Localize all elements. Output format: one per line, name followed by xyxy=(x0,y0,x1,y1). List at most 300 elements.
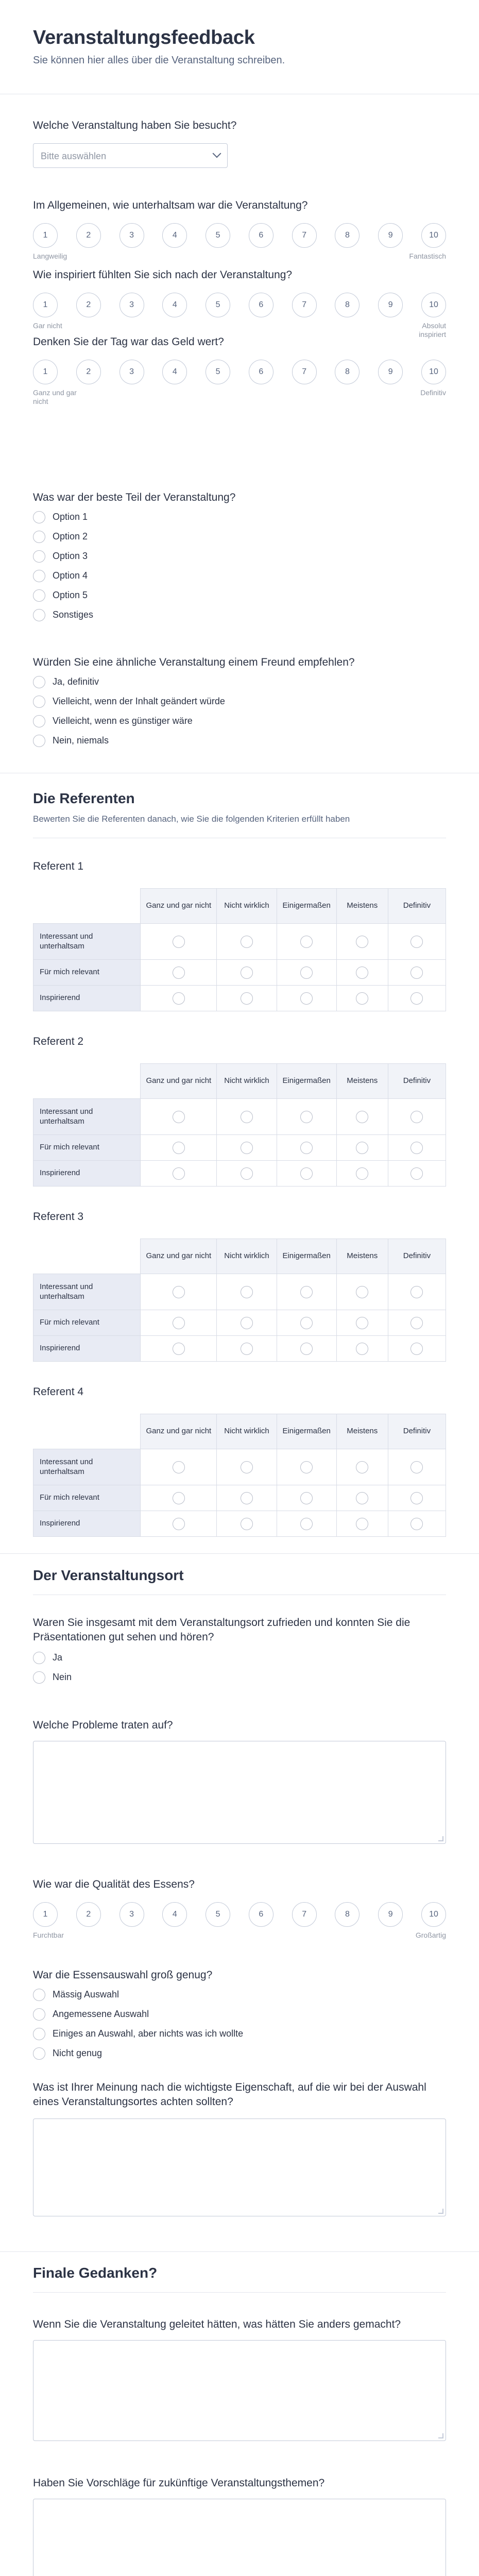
radio-option[interactable] xyxy=(33,1670,424,1686)
matrix-cell[interactable] xyxy=(217,986,277,1011)
speaker-block xyxy=(33,860,446,1010)
matrix-row xyxy=(33,1161,446,1187)
radio-label: Option 2 xyxy=(53,531,88,541)
matrix-row xyxy=(33,1485,446,1511)
radio-circle-icon[interactable] xyxy=(410,936,423,948)
radio-circle-icon[interactable] xyxy=(356,1461,368,1473)
matrix-cell[interactable] xyxy=(388,1449,446,1485)
scale-option-1[interactable]: 1 xyxy=(33,360,58,384)
scale-option-5[interactable]: 5 xyxy=(206,223,230,248)
question-problems xyxy=(33,1718,446,1852)
radio-circle-icon[interactable] xyxy=(241,1492,253,1504)
matrix-cell[interactable] xyxy=(388,1336,446,1362)
radio-circle-icon[interactable] xyxy=(33,609,45,621)
section-title: Die Referenten xyxy=(33,790,135,806)
radio-circle-icon[interactable] xyxy=(300,1317,313,1329)
radio-circle-icon[interactable] xyxy=(173,992,185,1005)
radio-circle-icon[interactable] xyxy=(33,1989,45,2001)
matrix-cell[interactable] xyxy=(141,960,217,986)
matrix-cell[interactable] xyxy=(388,1099,446,1135)
radio-label: Option 1 xyxy=(53,512,88,522)
scale-option-6[interactable]: 6 xyxy=(249,293,273,317)
scale-option-2[interactable]: 2 xyxy=(76,360,101,384)
radio-option[interactable] xyxy=(33,714,424,730)
matrix-column-header: Meistens xyxy=(336,1064,388,1099)
radio-circle-icon[interactable] xyxy=(33,589,45,602)
radio-circle-icon[interactable] xyxy=(241,1167,253,1180)
scale-option-5[interactable]: 5 xyxy=(206,293,230,317)
scale-option-7[interactable]: 7 xyxy=(292,223,317,248)
radio-circle-icon[interactable] xyxy=(300,936,313,948)
radio-circle-icon[interactable] xyxy=(173,1518,185,1530)
radio-label: Option 4 xyxy=(53,570,88,581)
matrix-cell[interactable] xyxy=(336,1161,388,1187)
matrix-cell[interactable] xyxy=(336,1274,388,1310)
select-placeholder: Bitte auswählen xyxy=(41,151,107,161)
radio-label: Option 3 xyxy=(53,551,88,561)
radio-circle-icon[interactable] xyxy=(356,992,368,1005)
matrix-column-header: Einigermaßen xyxy=(277,1414,336,1449)
radio-label: Nein xyxy=(53,1672,72,1682)
radio-circle-icon[interactable] xyxy=(241,1343,253,1355)
matrix-row-label: Interessant und unterhaltsam xyxy=(33,1449,141,1485)
important-textarea[interactable] xyxy=(33,2119,446,2216)
radio-circle-icon[interactable] xyxy=(33,570,45,582)
radio-circle-icon[interactable] xyxy=(33,715,45,727)
radio-circle-icon[interactable] xyxy=(356,967,368,979)
scale-option-10[interactable]: 10 xyxy=(421,223,446,248)
radio-circle-icon[interactable] xyxy=(241,967,253,979)
scale-high-label: Großartig xyxy=(415,1931,446,1939)
matrix-cell[interactable] xyxy=(217,1135,277,1161)
matrix-cell[interactable] xyxy=(217,924,277,960)
radio-label: Ja xyxy=(53,1652,63,1663)
radio-circle-icon[interactable] xyxy=(410,1111,423,1123)
worth-scale xyxy=(33,360,446,411)
matrix-row xyxy=(33,1336,446,1362)
matrix-column-header: Definitiv xyxy=(388,1414,446,1449)
matrix-cell[interactable] xyxy=(277,1274,336,1310)
radio-option[interactable] xyxy=(33,549,424,565)
scale-option-5[interactable]: 5 xyxy=(206,360,230,384)
matrix-cell[interactable] xyxy=(277,986,336,1011)
matrix-row-label: Inspirierend xyxy=(33,1336,141,1362)
question-label: Was ist Ihrer Meinung nach die wichtigste Eigenschaft, auf die wir bei der Auswahl eines Veranstaltungsortes achten sollten? xyxy=(33,2081,426,2108)
matrix-column-header: Einigermaßen xyxy=(277,1064,336,1099)
scale-option-8[interactable]: 8 xyxy=(335,1902,360,1927)
radio-circle-icon[interactable] xyxy=(356,1518,368,1530)
radio-circle-icon[interactable] xyxy=(173,967,185,979)
radio-option[interactable] xyxy=(33,1988,424,2003)
scale-option-2[interactable]: 2 xyxy=(76,1902,101,1927)
radio-circle-icon[interactable] xyxy=(410,1317,423,1329)
radio-circle-icon[interactable] xyxy=(356,1286,368,1298)
matrix-cell[interactable] xyxy=(217,1511,277,1537)
radio-circle-icon[interactable] xyxy=(33,676,45,688)
matrix-cell[interactable] xyxy=(217,1099,277,1135)
rating-matrix xyxy=(33,888,446,1011)
matrix-cell[interactable] xyxy=(388,1511,446,1537)
radio-circle-icon[interactable] xyxy=(241,1461,253,1473)
matrix-cell[interactable] xyxy=(277,1511,336,1537)
radio-circle-icon[interactable] xyxy=(33,550,45,563)
matrix-row xyxy=(33,1511,446,1537)
radio-label: Vielleicht, wenn der Inhalt geändert würde xyxy=(53,696,225,706)
scale-option-8[interactable]: 8 xyxy=(335,223,360,248)
matrix-column-header: Nicht wirklich xyxy=(217,1064,277,1099)
radio-circle-icon[interactable] xyxy=(356,936,368,948)
matrix-corner xyxy=(33,1414,141,1449)
scale-low-label: Gar nicht xyxy=(33,321,62,330)
scale-high-label: Definitiv xyxy=(420,388,446,397)
question-label: Welche Probleme traten auf? xyxy=(33,1719,173,1731)
radio-circle-icon[interactable] xyxy=(410,1461,423,1473)
matrix-cell[interactable] xyxy=(141,1161,217,1187)
scale-low-label: Ganz und gar nicht xyxy=(33,388,77,405)
scale-option-7[interactable]: 7 xyxy=(292,360,317,384)
radio-option[interactable] xyxy=(33,569,424,584)
speaker-title: Referent 3 xyxy=(33,1211,84,1223)
scale-option-1[interactable]: 1 xyxy=(33,1902,58,1927)
section-title: Finale Gedanken? xyxy=(33,2265,158,2281)
matrix-column-header: Definitiv xyxy=(388,1239,446,1274)
radio-option[interactable] xyxy=(33,608,424,623)
matrix-cell[interactable] xyxy=(277,924,336,960)
radio-option[interactable] xyxy=(33,2007,424,2023)
radio-option[interactable] xyxy=(33,530,424,545)
differently-textarea[interactable] xyxy=(33,2340,446,2441)
radio-circle-icon[interactable] xyxy=(410,1343,423,1355)
scale-option-9[interactable]: 9 xyxy=(378,1902,403,1927)
event-select[interactable] xyxy=(33,143,228,168)
speaker-block xyxy=(33,1386,446,1535)
matrix-column-header: Definitiv xyxy=(388,889,446,924)
radio-option[interactable] xyxy=(33,694,424,710)
matrix-column-header: Ganz und gar nicht xyxy=(141,1414,217,1449)
scale-option-1[interactable]: 1 xyxy=(33,293,58,317)
radio-circle-icon[interactable] xyxy=(33,696,45,708)
radio-circle-icon[interactable] xyxy=(173,1317,185,1329)
radio-option[interactable] xyxy=(33,2046,424,2062)
radio-label: Nein, niemals xyxy=(53,735,109,745)
matrix-row-label: Inspirierend xyxy=(33,986,141,1011)
matrix-cell[interactable] xyxy=(388,924,446,960)
scale-option-3[interactable]: 3 xyxy=(119,1902,144,1927)
radio-circle-icon[interactable] xyxy=(410,1286,423,1298)
radio-circle-icon[interactable] xyxy=(300,1286,313,1298)
radio-circle-icon[interactable] xyxy=(356,1167,368,1180)
matrix-cell[interactable] xyxy=(141,1336,217,1362)
matrix-cell[interactable] xyxy=(217,1310,277,1336)
scale-low-label: Langweilig xyxy=(33,252,67,260)
radio-circle-icon[interactable] xyxy=(241,1518,253,1530)
scale-option-6[interactable]: 6 xyxy=(249,360,273,384)
matrix-cell[interactable] xyxy=(277,1310,336,1336)
matrix-cell[interactable] xyxy=(336,960,388,986)
matrix-cell[interactable] xyxy=(141,1449,217,1485)
scale-option-4[interactable]: 4 xyxy=(162,223,187,248)
question-differently xyxy=(33,2317,446,2451)
chevron-down-icon xyxy=(213,149,221,158)
radio-circle-icon[interactable] xyxy=(33,2047,45,2060)
scale-option-7[interactable]: 7 xyxy=(292,1902,317,1927)
radio-circle-icon[interactable] xyxy=(300,1492,313,1504)
radio-circle-icon[interactable] xyxy=(410,1492,423,1504)
radio-circle-icon[interactable] xyxy=(241,992,253,1005)
matrix-cell[interactable] xyxy=(277,1485,336,1511)
question-venue-satisfied xyxy=(33,1616,446,1693)
question-label: Wenn Sie die Veranstaltung geleitet hätten, was hätten Sie anders gemacht? xyxy=(33,2318,401,2330)
radio-circle-icon[interactable] xyxy=(173,1461,185,1473)
matrix-row xyxy=(33,1099,446,1135)
matrix-cell[interactable] xyxy=(217,1336,277,1362)
resize-grip-icon[interactable] xyxy=(438,2209,443,2214)
scale-option-9[interactable]: 9 xyxy=(378,293,403,317)
matrix-cell[interactable] xyxy=(141,1274,217,1310)
speaker-title: Referent 2 xyxy=(33,1036,84,1047)
radio-circle-icon[interactable] xyxy=(173,1343,185,1355)
topics-textarea[interactable] xyxy=(33,2499,446,2576)
radio-circle-icon[interactable] xyxy=(300,967,313,979)
radio-circle-icon[interactable] xyxy=(33,531,45,543)
radio-option[interactable] xyxy=(33,1651,424,1666)
matrix-cell[interactable] xyxy=(388,1161,446,1187)
scale-option-3[interactable]: 3 xyxy=(119,293,144,317)
matrix-cell[interactable] xyxy=(277,960,336,986)
scale-option-8[interactable]: 8 xyxy=(335,360,360,384)
radio-label: Ja, definitiv xyxy=(53,676,99,687)
matrix-row-label: Inspirierend xyxy=(33,1161,141,1187)
radio-option[interactable] xyxy=(33,510,424,526)
rating-matrix xyxy=(33,1414,446,1537)
scale-option-4[interactable]: 4 xyxy=(162,293,187,317)
radio-circle-icon[interactable] xyxy=(300,1461,313,1473)
radio-circle-icon[interactable] xyxy=(33,2008,45,2021)
matrix-cell[interactable] xyxy=(336,1449,388,1485)
form-subtitle: Sie können hier alles über die Veranstaltung schreiben. xyxy=(33,55,285,66)
matrix-corner xyxy=(33,1239,141,1274)
question-worth xyxy=(33,335,446,405)
matrix-cell[interactable] xyxy=(336,986,388,1011)
scale-option-3[interactable]: 3 xyxy=(119,360,144,384)
radio-circle-icon[interactable] xyxy=(356,1343,368,1355)
radio-option[interactable] xyxy=(33,675,424,690)
matrix-cell[interactable] xyxy=(336,1135,388,1161)
matrix-cell[interactable] xyxy=(388,986,446,1011)
radio-circle-icon[interactable] xyxy=(356,1111,368,1123)
question-food-choice xyxy=(33,1968,446,2071)
radio-circle-icon[interactable] xyxy=(410,1518,423,1530)
matrix-cell[interactable] xyxy=(388,960,446,986)
radio-circle-icon[interactable] xyxy=(356,1317,368,1329)
radio-circle-icon[interactable] xyxy=(241,936,253,948)
radio-circle-icon[interactable] xyxy=(300,1167,313,1180)
matrix-column-header: Einigermaßen xyxy=(277,1239,336,1274)
matrix-column-header: Meistens xyxy=(336,1239,388,1274)
matrix-cell[interactable] xyxy=(217,960,277,986)
radio-circle-icon[interactable] xyxy=(410,967,423,979)
scale-option-9[interactable]: 9 xyxy=(378,223,403,248)
question-label: Was war der beste Teil der Veranstaltung? xyxy=(33,492,236,503)
matrix-cell[interactable] xyxy=(388,1310,446,1336)
matrix-row-label: Für mich relevant xyxy=(33,1485,141,1511)
scale-option-10[interactable]: 10 xyxy=(421,293,446,317)
radio-label: Nicht genug xyxy=(53,2048,102,2058)
matrix-cell[interactable] xyxy=(141,924,217,960)
radio-circle-icon[interactable] xyxy=(300,1111,313,1123)
radio-circle-icon[interactable] xyxy=(241,1317,253,1329)
matrix-cell[interactable] xyxy=(277,1135,336,1161)
scale-high-label: Absolut inspiriert xyxy=(419,321,446,338)
scale-option-10[interactable]: 10 xyxy=(421,1902,446,1927)
matrix-cell[interactable] xyxy=(336,924,388,960)
radio-circle-icon[interactable] xyxy=(173,1492,185,1504)
matrix-cell[interactable] xyxy=(336,1310,388,1336)
matrix-cell[interactable] xyxy=(336,1336,388,1362)
scale-option-10[interactable]: 10 xyxy=(421,360,446,384)
matrix-cell[interactable] xyxy=(141,1310,217,1336)
question-important xyxy=(33,2080,446,2235)
radio-circle-icon[interactable] xyxy=(356,1142,368,1154)
radio-circle-icon[interactable] xyxy=(33,1671,45,1684)
matrix-row-label: Interessant und unterhaltsam xyxy=(33,1274,141,1310)
question-label: Denken Sie der Tag war das Geld wert? xyxy=(33,336,224,348)
scale-option-2[interactable]: 2 xyxy=(76,223,101,248)
matrix-column-header: Definitiv xyxy=(388,1064,446,1099)
radio-circle-icon[interactable] xyxy=(300,1343,313,1355)
matrix-column-header: Ganz und gar nicht xyxy=(141,1064,217,1099)
question-topics xyxy=(33,2476,446,2576)
radio-label: Sonstiges xyxy=(53,609,94,620)
matrix-cell[interactable] xyxy=(336,1099,388,1135)
speaker-block xyxy=(33,1036,446,1185)
problems-textarea[interactable] xyxy=(33,1741,446,1844)
radio-circle-icon[interactable] xyxy=(173,1142,185,1154)
matrix-row xyxy=(33,960,446,986)
matrix-cell[interactable] xyxy=(141,1511,217,1537)
radio-option[interactable] xyxy=(33,588,424,604)
question-inspired xyxy=(33,268,446,338)
matrix-row xyxy=(33,1135,446,1161)
radio-circle-icon[interactable] xyxy=(33,2028,45,2040)
matrix-row xyxy=(33,1310,446,1336)
radio-circle-icon[interactable] xyxy=(173,936,185,948)
matrix-row-label: Inspirierend xyxy=(33,1511,141,1537)
matrix-cell[interactable] xyxy=(277,1449,336,1485)
scale-option-8[interactable]: 8 xyxy=(335,293,360,317)
question-recommend xyxy=(33,655,446,758)
scale-option-2[interactable]: 2 xyxy=(76,293,101,317)
question-label: Wie war die Qualität des Essens? xyxy=(33,1878,195,1890)
radio-circle-icon[interactable] xyxy=(173,1286,185,1298)
matrix-cell[interactable] xyxy=(217,1485,277,1511)
scale-option-3[interactable]: 3 xyxy=(119,223,144,248)
radio-circle-icon[interactable] xyxy=(300,1142,313,1154)
scale-option-7[interactable]: 7 xyxy=(292,293,317,317)
divider xyxy=(0,1553,479,1554)
radio-circle-icon[interactable] xyxy=(410,992,423,1005)
matrix-row-label: Für mich relevant xyxy=(33,960,141,986)
radio-circle-icon[interactable] xyxy=(33,735,45,747)
matrix-cell[interactable] xyxy=(217,1449,277,1485)
matrix-column-header: Nicht wirklich xyxy=(217,1239,277,1274)
speaker-block xyxy=(33,1211,446,1360)
question-label: Welche Veranstaltung haben Sie besucht? xyxy=(33,120,237,131)
radio-circle-icon[interactable] xyxy=(300,992,313,1005)
radio-circle-icon[interactable] xyxy=(300,1518,313,1530)
radio-option[interactable] xyxy=(33,734,424,749)
scale-option-6[interactable]: 6 xyxy=(249,223,273,248)
radio-circle-icon[interactable] xyxy=(410,1167,423,1180)
matrix-cell[interactable] xyxy=(336,1511,388,1537)
matrix-cell[interactable] xyxy=(388,1135,446,1161)
radio-circle-icon[interactable] xyxy=(241,1111,253,1123)
radio-label: Angemessene Auswahl xyxy=(53,2009,149,2019)
matrix-cell[interactable] xyxy=(277,1336,336,1362)
matrix-cell[interactable] xyxy=(336,1485,388,1511)
scale-option-5[interactable]: 5 xyxy=(206,1902,230,1927)
section-subtitle: Bewerten Sie die Referenten danach, wie Sie die folgenden Kriterien erfüllt haben xyxy=(33,814,350,824)
matrix-row xyxy=(33,986,446,1011)
question-best-part xyxy=(33,490,446,624)
matrix-cell[interactable] xyxy=(217,1161,277,1187)
radio-circle-icon[interactable] xyxy=(33,511,45,523)
scale-option-4[interactable]: 4 xyxy=(162,360,187,384)
divider xyxy=(0,2251,479,2252)
matrix-cell[interactable] xyxy=(388,1485,446,1511)
resize-grip-icon[interactable] xyxy=(438,1836,443,1841)
divider xyxy=(33,2292,446,2293)
matrix-corner xyxy=(33,1064,141,1099)
matrix-cell[interactable] xyxy=(388,1274,446,1310)
question-fun xyxy=(33,198,446,265)
radio-circle-icon[interactable] xyxy=(241,1286,253,1298)
radio-circle-icon[interactable] xyxy=(410,1142,423,1154)
rating-matrix xyxy=(33,1239,446,1362)
matrix-column-header: Ganz und gar nicht xyxy=(141,889,217,924)
matrix-cell[interactable] xyxy=(141,986,217,1011)
radio-circle-icon[interactable] xyxy=(173,1167,185,1180)
scale-option-4[interactable]: 4 xyxy=(162,1902,187,1927)
speakers-header xyxy=(33,790,446,832)
scale-option-6[interactable]: 6 xyxy=(249,1902,273,1927)
speaker-title: Referent 1 xyxy=(33,860,84,872)
matrix-cell[interactable] xyxy=(217,1274,277,1310)
scale-option-9[interactable]: 9 xyxy=(378,360,403,384)
radio-circle-icon[interactable] xyxy=(241,1142,253,1154)
rating-matrix xyxy=(33,1063,446,1187)
radio-circle-icon[interactable] xyxy=(173,1111,185,1123)
matrix-cell[interactable] xyxy=(277,1099,336,1135)
matrix-column-header: Nicht wirklich xyxy=(217,1414,277,1449)
question-label: War die Essensauswahl groß genug? xyxy=(33,1969,213,1981)
radio-circle-icon[interactable] xyxy=(356,1492,368,1504)
question-event xyxy=(33,118,446,175)
form-title: Veranstaltungsfeedback xyxy=(33,27,255,48)
matrix-cell[interactable] xyxy=(277,1161,336,1187)
matrix-cell[interactable] xyxy=(141,1485,217,1511)
radio-option[interactable] xyxy=(33,2027,424,2042)
matrix-cell[interactable] xyxy=(141,1135,217,1161)
food-scale xyxy=(33,1902,446,1954)
question-label: Haben Sie Vorschläge für zukünftige Veranstaltungsthemen? xyxy=(33,2477,325,2489)
radio-circle-icon[interactable] xyxy=(33,1652,45,1664)
question-label: Im Allgemeinen, wie unterhaltsam war die Veranstaltung? xyxy=(33,199,308,211)
scale-option-1[interactable]: 1 xyxy=(33,223,58,248)
resize-grip-icon[interactable] xyxy=(438,2433,443,2438)
matrix-cell[interactable] xyxy=(141,1099,217,1135)
radio-label: Vielleicht, wenn es günstiger wäre xyxy=(53,716,193,726)
